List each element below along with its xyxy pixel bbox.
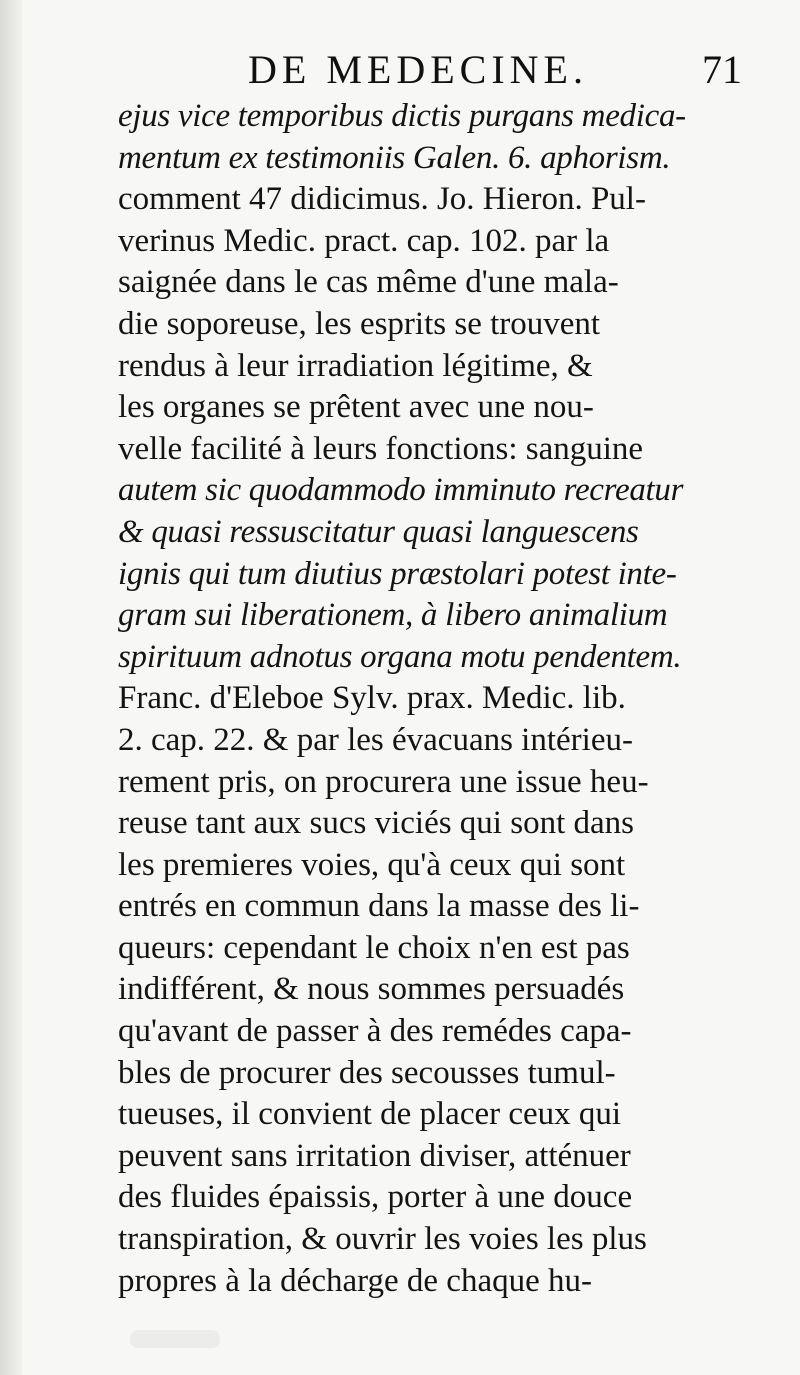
text-line: ignis qui tum diutius præstolari potest inte- — [118, 555, 677, 592]
text-line: die soporeuse, les esprits se trouvent — [118, 305, 601, 342]
text-line: 2. cap. 22. & par les évacuans intérieu- — [118, 721, 633, 758]
text-line: tueuses, il convient de placer ceux qui — [118, 1096, 622, 1133]
body-text — [118, 96, 743, 1302]
running-head: DE MEDECINE. — [248, 47, 588, 92]
bleed-through-mark — [130, 1330, 220, 1348]
text-line: velle facilité à leurs fonctions: sanguine — [118, 430, 644, 467]
text-line: rement pris, on procurera une issue heu- — [118, 763, 649, 800]
text-line: queurs: cependant le choix n'en est pas — [118, 929, 630, 966]
text-line: gram sui liberationem, à libero animalium — [118, 597, 668, 634]
text-line: indifférent, & nous sommes persuadés — [118, 971, 625, 1008]
text-line: saignée dans le cas même d'une mala- — [118, 264, 619, 301]
text-line: des fluides épaissis, porter à une douce — [118, 1179, 633, 1216]
text-line: spirituum adnotus organa motu pendentem. — [118, 638, 682, 675]
text-line: les premieres voies, qu'à ceux qui sont — [118, 846, 626, 883]
text-line: & quasi ressuscitatur quasi languescens — [118, 513, 639, 550]
text-line: mentum ex testimoniis Galen. 6. aphorism. — [118, 139, 671, 176]
text-line: autem sic quodammodo imminuto recreatur — [118, 472, 684, 509]
text-line: bles de procurer des secousses tumul- — [118, 1054, 616, 1091]
text-line: reuse tant aux sucs viciés qui sont dans — [118, 805, 634, 842]
text-line: propres à la décharge de chaque hu- — [118, 1262, 592, 1299]
text-line: ejus vice temporibus dictis purgans medica- — [118, 98, 686, 134]
text-line: rendus à leur irradiation légitime, & — [118, 347, 593, 384]
text-line: entrés en commun dans la masse des li- — [118, 888, 640, 925]
text-line: transpiration, & ouvrir les voies les plus — [118, 1221, 647, 1258]
text-line: les organes se prêtent avec une nou- — [118, 389, 594, 426]
text-line: Franc. d'Eleboe Sylv. prax. Medic. lib. — [118, 680, 626, 717]
page-header — [0, 44, 800, 96]
text-line: verinus Medic. pract. cap. 102. par la — [118, 222, 610, 259]
text-line: qu'avant de passer à des remédes capa- — [118, 1013, 632, 1050]
page-gutter-shadow — [0, 0, 22, 1375]
page-number: 71 — [702, 47, 742, 92]
text-line: peuvent sans irritation diviser, atténuer — [118, 1137, 631, 1174]
text-line: comment 47 didicimus. Jo. Hieron. Pul- — [118, 181, 646, 218]
